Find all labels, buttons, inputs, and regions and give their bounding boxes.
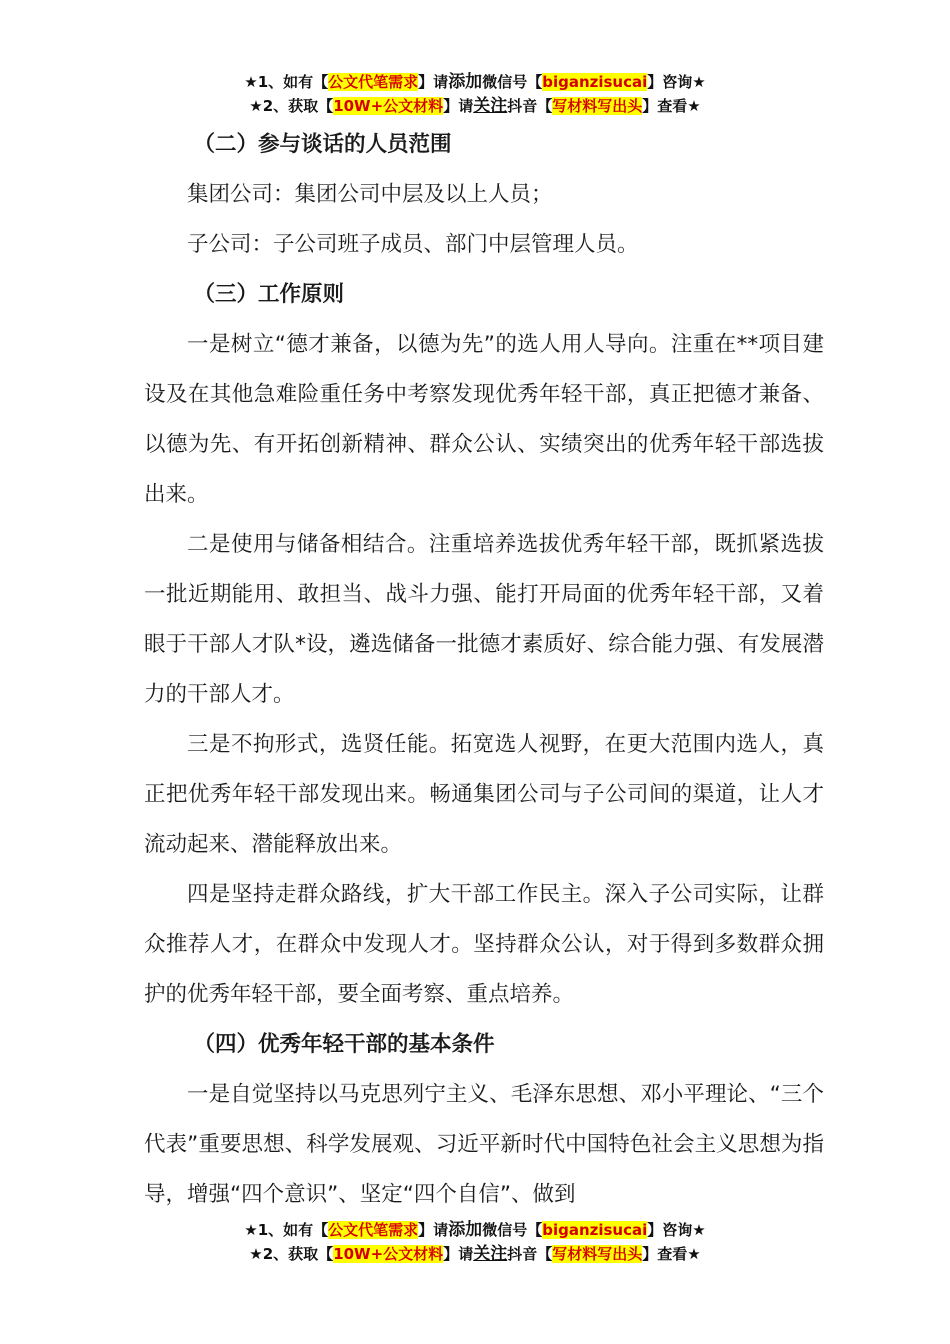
promo-emphasis: 关注 [473,96,508,116]
promo-line-1 [0,70,950,94]
promo-text: 抖音【 [507,1245,553,1263]
promo-text: 微信号【 [482,73,543,91]
paragraph-principle-3: 三是不拘形式，选贤任能。拓宽选人视野，在更大范围内选人，真正把优秀年轻干部发现出来。畅通集团公司与子公司间的渠道，让人才流动起来、潜能释放出来。 [144,732,824,857]
promo-text: 抖音【 [507,97,553,115]
promo-douyin-id: 写材料写出头 [552,97,643,115]
promo-text: 微信号【 [482,1221,543,1239]
promo-text: 】查看★ [642,97,701,115]
promo-text: 】咨询★ [647,73,706,91]
promo-highlight: 公文代笔需求 [328,73,419,91]
promo-banner-top [0,70,950,118]
section-heading-4: （四）优秀年轻干部的基本条件 [193,1032,495,1057]
promo-text: 】请 [443,1245,474,1263]
paragraph-principle-4: 四是坚持走群众路线，扩大干部工作民主。深入子公司实际，让群众推荐人才，在群众中发现人才。坚持群众公认，对于得到多数群众拥护的优秀年轻干部，要全面考察、重点培养。 [144,882,824,1007]
promo-text: 】查看★ [642,1245,701,1263]
section-heading-2: （二）参与谈话的人员范围 [193,132,452,157]
promo-highlight: 10W+公文材料 [333,97,444,115]
promo-wechat-id: biganzisucai [542,1221,648,1239]
paragraph-subsidiary-scope: 子公司：子公司班子成员、部门中层管理人员。 [187,232,639,257]
promo-text: ★1、如有【 [244,1221,329,1239]
section-heading-3: （三）工作原则 [193,282,344,307]
document-body [144,120,824,1220]
promo-line-2 [0,94,950,118]
promo-text: 】请 [418,73,449,91]
promo-wechat-id: biganzisucai [542,73,648,91]
paragraph-principle-2: 二是使用与储备相结合。注重培养选拔优秀年轻干部，既抓紧选拔一批近期能用、敢担当、战斗力强、能打开局面的优秀年轻干部，又着眼于干部人才队*设，遴选储备一批德才素质好、综合能力强、有发展潜力的干部人才。 [144,532,824,707]
promo-line-2 [0,1242,950,1266]
promo-highlight: 10W+公文材料 [333,1245,444,1263]
paragraph-group-scope: 集团公司：集团公司中层及以上人员； [187,182,553,207]
promo-emphasis: 添加 [448,1220,483,1240]
promo-emphasis: 关注 [473,1244,508,1264]
promo-text: 】请 [418,1221,449,1239]
promo-banner-bottom [0,1218,950,1266]
promo-line-1 [0,1218,950,1242]
paragraph-condition-1: 一是自觉坚持以马克思列宁主义、毛泽东思想、邓小平理论、“三个代表”重要思想、科学发展观、习近平新时代中国特色社会主义思想为指导，增强“四个意识”、坚定“四个自信”、做到 [144,1082,824,1207]
promo-text: ★1、如有【 [244,73,329,91]
promo-highlight: 公文代笔需求 [328,1221,419,1239]
promo-text: 】请 [443,97,474,115]
paragraph-principle-1: 一是树立“德才兼备，以德为先”的选人用人导向。注重在**项目建设及在其他急难险重任务中考察发现优秀年轻干部，真正把德才兼备、以德为先、有开拓创新精神、群众公认、实绩突出的优秀年轻干部选拔出来。 [144,332,824,507]
promo-text: ★2、获取【 [249,1245,334,1263]
promo-douyin-id: 写材料写出头 [552,1245,643,1263]
promo-text: ★2、获取【 [249,97,334,115]
promo-text: 】咨询★ [647,1221,706,1239]
promo-emphasis: 添加 [448,72,483,92]
